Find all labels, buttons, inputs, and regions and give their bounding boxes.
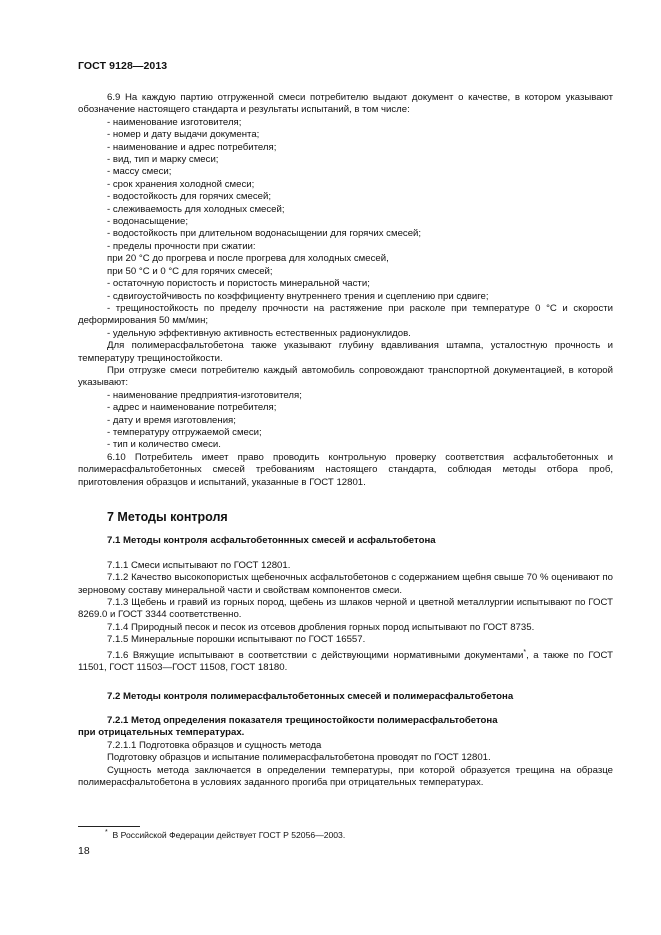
section-7-2-heading: 7.2 Методы контроля полимерасфальтобетонных смесей и полимерасфальтобетона <box>107 690 514 702</box>
section-6-9-intro: 6.9 На каждую партию отгруженной смеси потребителю выдают документ о качестве, в котором указывают обозначение настоящего стандарта и результаты испытаний, в том числе: <box>78 92 613 116</box>
polymer-paragraph: Для полимерасфальтобетона также указывают глубину вдавливания штампа, усталостную прочность и температуру трещиностойкости. <box>78 340 613 364</box>
list-item: - температуру отгружаемой смеси; <box>107 426 262 438</box>
clause-7-2-1-1: 7.2.1.1 Подготовка образцов и сущность метода <box>107 739 322 751</box>
clause-7-1-6-tail: , а также по ГОСТ 11501, ГОСТ 11503—ГОСТ 11508, ГОСТ 18180. <box>78 649 613 674</box>
section-6-10: 6.10 Потребитель имеет право проводить контрольную проверку соответствия асфальтобетонных и полимерасфальтобетонных смесей требованиям настоящего стандарта, соблюдая методы отбора проб, приготовления образцов и испытаний, указанные в ГОСТ 12801. <box>78 451 613 488</box>
list-item: - водонасыщение; <box>107 216 189 228</box>
list-item: - сдвигоустойчивость по коэффициенту внутреннего трения и сцеплению при сдвиге; <box>107 290 489 302</box>
footnote <box>105 829 345 840</box>
list-item: при 20 °С до прогрева и после прогрева для холодных смесей, <box>107 253 389 265</box>
clause-7-1-4: 7.1.4 Природный песок и песок из отсевов дробления горных пород испытывают по ГОСТ 8735. <box>107 621 535 633</box>
clause-7-1-2: 7.1.2 Качество высокопористых щебеночных асфальтобетонов с содержанием щебня свыше 70 % оценивают по зерновому составу минеральной части и свойствам компонентов смеси. <box>78 572 613 596</box>
footnote-text: В Российской Федерации действует ГОСТ Р 52056—2003. <box>112 829 346 840</box>
clause-7-1-3: 7.1.3 Щебень и гравий из горных пород, щебень из шлаков черной и цветной металлургии испытывают по ГОСТ 8269.0 и ГОСТ 3344 соответственно. <box>78 597 613 621</box>
list-item: - удельную эффективную активность естественных радионуклидов. <box>107 327 411 339</box>
list-item: - наименование предприятия-изготовителя; <box>107 389 302 401</box>
list-item: - адрес и наименование потребителя; <box>107 402 277 414</box>
footnote-mark: * <box>105 829 108 836</box>
section-7-1-heading: 7.1 Методы контроля асфальтобетоннных смесей и асфальтобетона <box>107 535 436 547</box>
clause-7-2-1-heading: 7.2.1 Метод определения показателя трещиностойкости полимерасфальтобетона <box>107 715 498 727</box>
shipping-paragraph: При отгрузке смеси потребителю каждый автомобиль сопровождают транспортной документацией, в которой указывают: <box>78 364 613 389</box>
footnote-ref: * <box>523 648 527 656</box>
clause-7-1-1: 7.1.1 Смеси испытывают по ГОСТ 12801. <box>107 559 291 571</box>
list-item: при 50 °С и 0 °С для горячих смесей; <box>107 265 273 277</box>
clause-7-1-6-text: 7.1.6 Вяжущие испытывают в соответствии с действующими нормативными документами <box>107 649 524 661</box>
page-number: 18 <box>78 845 90 857</box>
clause-7-2-1-1-p1: Подготовку образцов и испытание полимерасфальтобетона проводят по ГОСТ 12801. <box>107 752 491 764</box>
list-item: - номер и дату выдачи документа; <box>107 129 260 141</box>
list-item: - слеживаемость для холодных смесей; <box>107 203 285 215</box>
list-item: - массу смеси; <box>107 166 172 178</box>
list-item: - водостойкость при длительном водонасыщении для горячих смесей; <box>107 228 422 240</box>
clause-7-1-5: 7.1.5 Минеральные порошки испытывают по ГОСТ 16557. <box>107 634 366 646</box>
list-item: - срок хранения холодной смеси; <box>107 178 255 190</box>
clause-7-1-6 <box>78 647 613 675</box>
document-body <box>78 92 613 790</box>
clause-7-2-1-1-p2: Сущность метода заключается в определении температуры, при которой образуется трещина на образце полимерасфальтобетона в условиях заданного прогиба при отрицательных температурах. <box>78 764 613 789</box>
clause-7-2-1-heading-cont: при отрицательных температурах. <box>78 727 245 739</box>
list-item: - тип и количество смеси. <box>107 439 221 451</box>
list-item: - водостойкость для горячих смесей; <box>107 191 271 203</box>
list-item: - наименование и адрес потребителя; <box>107 141 277 153</box>
list-item: - пределы прочности при сжатии: <box>107 240 256 252</box>
footnote-divider <box>78 826 140 827</box>
list-item: - наименование изготовителя; <box>107 116 242 128</box>
list-item: - вид, тип и марку смеси; <box>107 154 219 166</box>
list-item: - дату и время изготовления; <box>107 414 236 426</box>
list-item-crack-resistance: - трещиностойкость по пределу прочности на растяжение при расколе при температуре 0 °С и скорости деформирования 50 мм/мин; <box>78 302 613 327</box>
list-item: - остаточную пористость и пористость минеральной части; <box>107 278 370 290</box>
document-header: ГОСТ 9128—2013 <box>78 60 168 72</box>
section-7-heading: 7 Методы контроля <box>107 510 228 524</box>
